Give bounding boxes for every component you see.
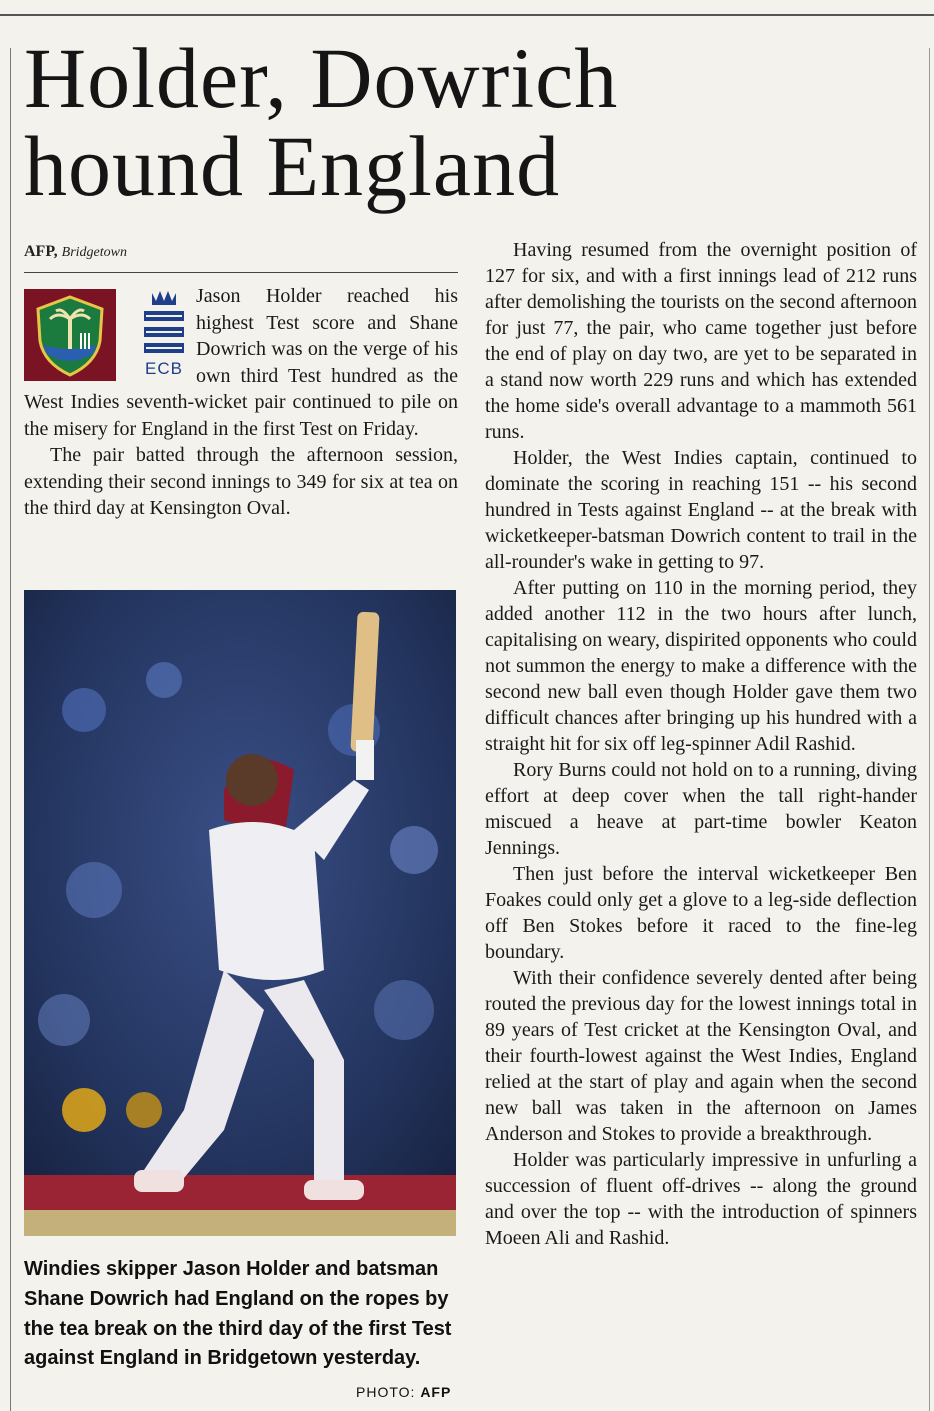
photo-credit — [356, 1384, 451, 1400]
photo-caption — [24, 1255, 458, 1374]
body-paragraph: With their confidence severely dented after being routed the previous day for the lowest innings total in 89 years of Test cricket at the Kensington Oval, and their fourth-lowest against the West Indies, England relied at the start of play and again when the second new ball was taken in the afternoon on James Anderson and Stokes to provide a breakthrough. — [485, 967, 917, 1145]
headline — [24, 30, 914, 214]
body-paragraph: After putting on 110 in the morning period, they added another 112 in the two hours after lunch, capitalising on weary, dispirited opponents who could not summon the energy to make a difference with the second new ball even though Holder gave them two difficult chances after bringing up his hundred with a straight hit for six off leg-spinner Adil Rashid. — [485, 577, 917, 755]
top-rule — [0, 14, 934, 16]
body-paragraph: The pair batted through the afternoon session, extending their second innings to 349 for six at tea on the third day at Kensington Oval. — [24, 444, 458, 519]
lead-paragraph: Jason Holder reached his highest Test score and Shane Dowrich was on the verge of his own third Test hundred as the West Indies seventh-wicket pair continued to pile on the misery for England in the first Test on Friday. — [24, 285, 458, 440]
batsman-photo-icon — [24, 590, 456, 1236]
body-paragraph: Holder was particularly impressive in unfurling a succession of fluent off-drives -- along the ground and over the top -- with the introduction of spinners Moeen Ali and Rashid. — [485, 1149, 917, 1249]
body-paragraph: Having resumed from the overnight position of 127 for six, and with a first innings lead of 212 runs after demolishing the tourists on the second afternoon for just 77, the pair, who came together just before the end of play on day two, are yet to be separated in a stand now worth 229 runs and which has extended the home side's overall advantage to a mammoth 561 runs. — [485, 239, 917, 443]
body-paragraph: Holder, the West Indies captain, continued to dominate the scoring in reaching 151 -- his second hundred in Tests against England -- at the break with wicketkeeper-batsman Dowrich content to trail in the all-rounder's wake in getting to 97. — [485, 447, 917, 573]
left-column-border — [10, 48, 11, 1411]
photo-credit-source: AFP — [420, 1384, 452, 1400]
right-column-border — [929, 48, 930, 1411]
photo-caption-text: Windies skipper Jason Holder and batsman Shane Dowrich had England on the ropes by the tea break on the third day of the first Test against England in Bridgetown yesterday. — [24, 1258, 452, 1370]
article-lead — [24, 283, 458, 522]
byline-rule — [24, 272, 458, 273]
byline — [24, 243, 127, 261]
article-body — [485, 237, 917, 1251]
cricket-photo — [24, 590, 456, 1236]
headline-line-1: Holder, Dowrich — [24, 30, 619, 126]
byline-agency: AFP, — [24, 243, 58, 260]
ecb-logo-text: ECB — [145, 359, 183, 378]
byline-dateline: Bridgetown — [61, 245, 127, 260]
body-paragraph: Then just before the interval wicketkeeper Ben Foakes could only get a glove to a leg-side deflection off Ben Stokes before it raced to the fine-leg boundary. — [485, 863, 917, 963]
headline-line-2: hound England — [24, 118, 561, 214]
body-paragraph: Rory Burns could not hold on to a running, diving effort at deep cover when the tall right-hander miscued a heave at part-time bowler Keaton Jennings. — [485, 759, 917, 859]
photo-credit-label: PHOTO: — [356, 1384, 416, 1400]
